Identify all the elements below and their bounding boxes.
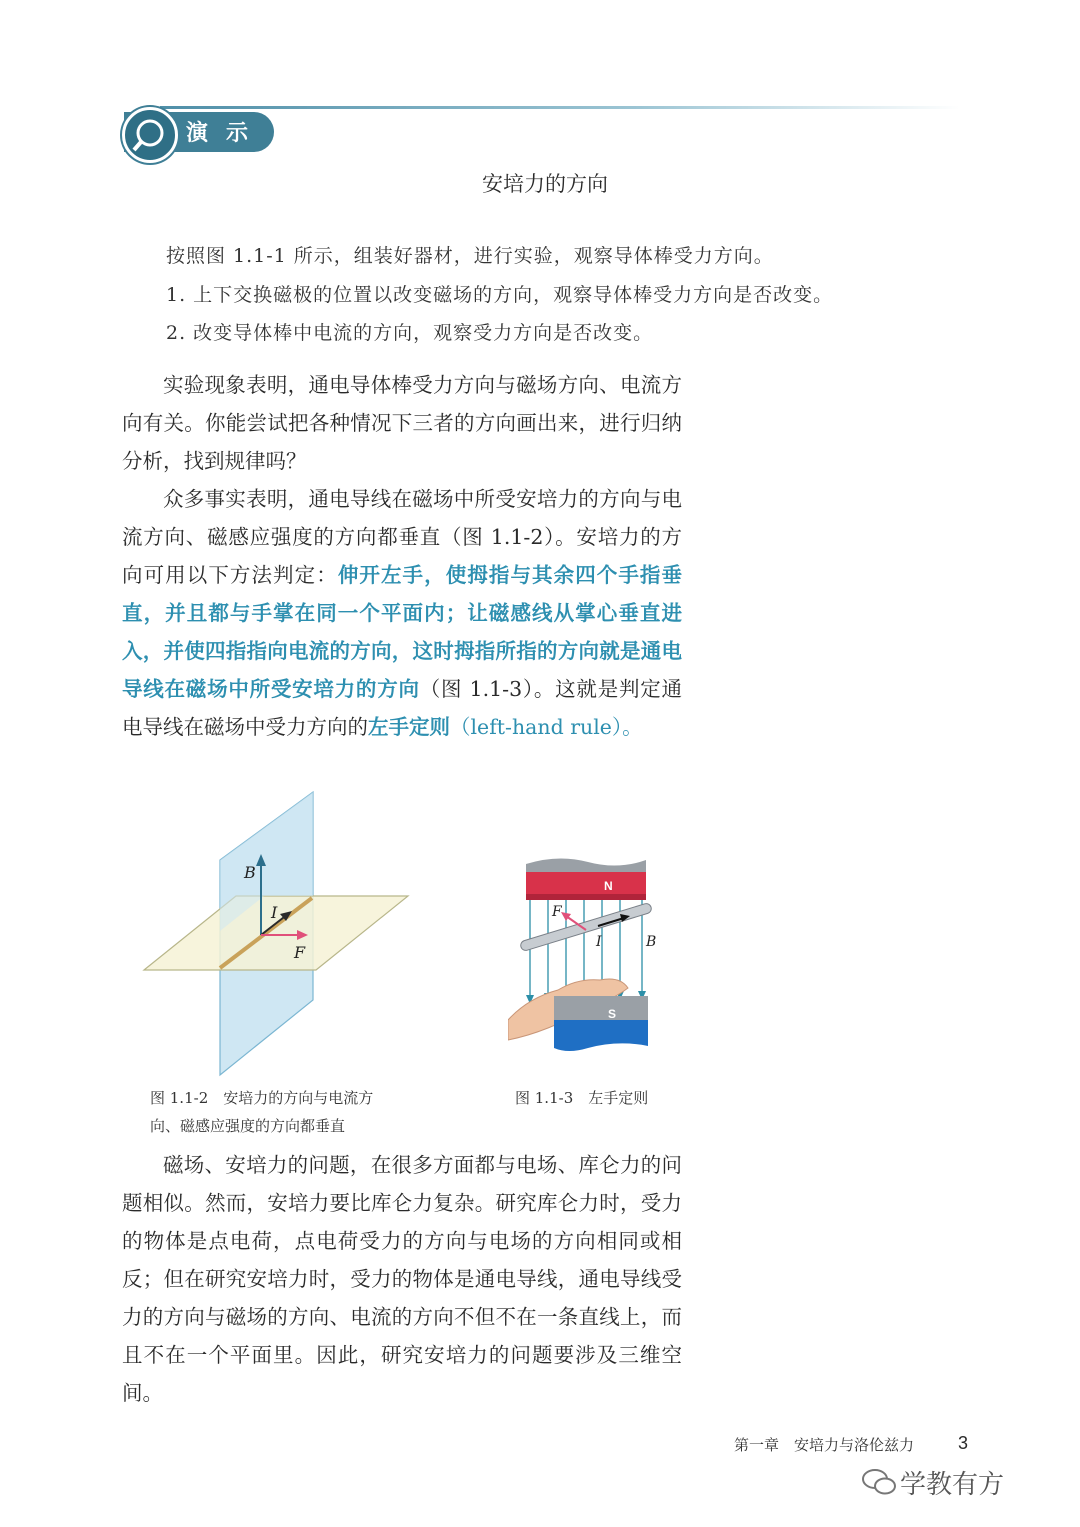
paragraph-text: 实验现象表明，通电导体棒受力方向与磁场方向、电流方向有关。你能尝试把各种情况下三者的方向画出来，进行归纳分析，找到规律吗？ — [122, 373, 682, 473]
figure-caption — [150, 1084, 373, 1140]
paragraph-3 — [122, 1146, 682, 1412]
label-b: B — [244, 863, 256, 882]
label-i: I — [271, 903, 278, 922]
figure-caption: 图 1.1-3 左手定则 — [515, 1089, 649, 1107]
paragraph-text — [122, 480, 682, 746]
label-f: F — [552, 904, 562, 920]
left-hand-rule-statement: 伸开左手，使拇指与其余四个手指垂直，并且都与手掌在同一个平面内；让磁感线从掌心垂直进入，并使四指指向电流的方向，这时拇指所指的方向就是通电导线在磁场中所受安培力的方向 — [122, 563, 683, 701]
section-badge-label: 演示 — [186, 121, 267, 146]
caption-line: 向、磁感应强度的方向都垂直 — [150, 1117, 346, 1135]
rule-term: 左手定则 — [368, 715, 450, 739]
caption-line: 图 1.1-2 安培力的方向与电流方 — [150, 1089, 374, 1107]
paragraph-mid: （图 1.1-3）。这就是判定通电导线在磁场中受力方向的 — [122, 677, 683, 739]
page-number: 3 — [958, 1433, 969, 1453]
figure-left-hand-rule — [508, 850, 658, 1060]
label-f: F — [294, 943, 306, 962]
demo-line: 2. 改变导体棒中电流的方向，观察受力方向是否改变。 — [166, 322, 654, 344]
header-rule — [160, 106, 960, 109]
demo-title: 安培力的方向 — [482, 172, 608, 196]
wechat-icon — [862, 1468, 896, 1500]
paragraph-1 — [122, 366, 682, 480]
rule-term-english: （left-hand rule）。 — [450, 715, 643, 739]
magnifier-icon — [122, 107, 178, 163]
label-i: I — [596, 934, 602, 950]
chapter-footer: 第一章 安培力与洛伦兹力 — [734, 1436, 915, 1454]
watermark: 学教有方 — [900, 1470, 1005, 1500]
paragraph-2 — [122, 480, 682, 746]
label-south: S — [608, 1007, 617, 1021]
label-b: B — [646, 934, 657, 950]
figure-perpendicular-planes — [140, 790, 415, 1080]
demo-line: 按照图 1.1-1 所示，组装好器材，进行实验，观察导体棒受力方向。 — [166, 245, 774, 267]
label-north: N — [604, 879, 613, 893]
paragraph-lead: 众多事实表明，通电导线在磁场中所受安培力的方向与电流方向、磁感应强度的方向都垂直（图 1.1-2）。安培力的方向可用以下方法判定： — [122, 487, 682, 587]
paragraph-text: 磁场、安培力的问题，在很多方面都与电场、库仑力的问题相似。然而，安培力要比库仑力复杂。研究库仑力时，受力的物体是点电荷，点电荷受力的方向与电场的方向相同或相反；但在研究安培力时，受力的物体是通电导线，通电导线受力的方向与磁场的方向、电流的方向不但不在一条直线上，而且不在一个平面里。因此，研究安培力的问题要涉及三维空间。 — [122, 1153, 682, 1405]
demo-line: 1. 上下交换磁极的位置以改变磁场的方向，观察导体棒受力方向是否改变。 — [166, 284, 834, 306]
